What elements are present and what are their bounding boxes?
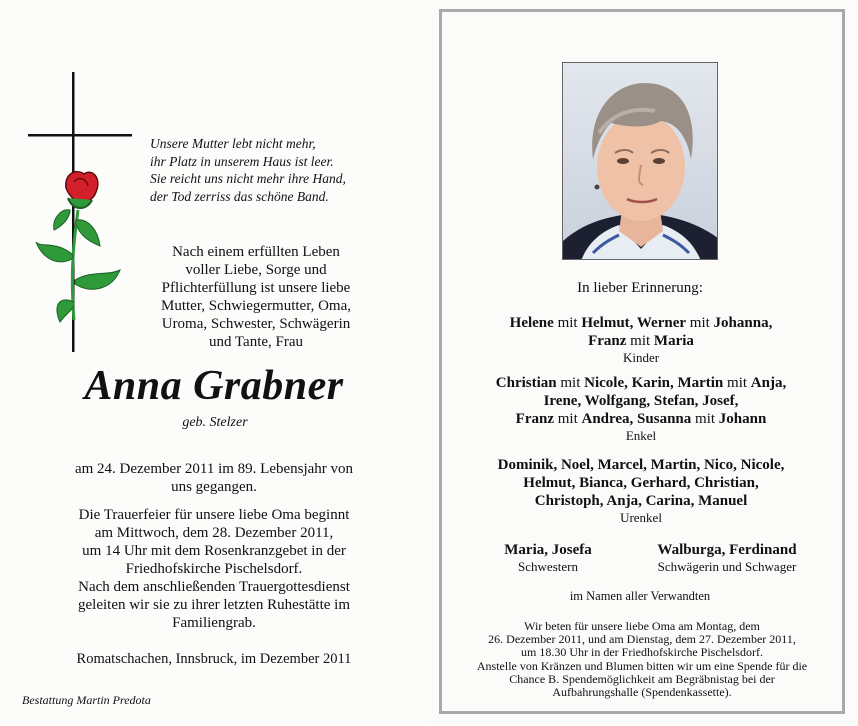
ceremony-line: Friedhofskirche Pischelsdorf. [125, 561, 303, 577]
relation-label: Kinder [622, 350, 660, 365]
intro-line: Nach einem erfüllten Leben [172, 244, 340, 260]
family-names: Franz [588, 333, 627, 349]
undertaker: Bestattung Martin Predota [22, 693, 151, 707]
family-names: Maria [653, 333, 694, 349]
intro-line: voller Liebe, Sorge und [185, 262, 327, 278]
connector-word: mit [553, 315, 582, 331]
relation-label: Schwägerin und Schwager [657, 559, 797, 574]
great-grandchildren-line: Helmut, Bianca, Gerhard, Christian, [523, 475, 759, 491]
cross-with-rose-icon [26, 70, 136, 360]
connector-word: mit [691, 411, 719, 427]
children-line [458, 332, 824, 350]
siblings-group [478, 542, 618, 575]
grandchildren-line [458, 410, 824, 428]
death-line: uns gegangen. [171, 479, 257, 495]
notice-line: Aufbahrungshalle (Spendenkassette). [552, 685, 732, 700]
intro-line: Mutter, Schwiegermutter, Oma, [161, 298, 351, 314]
ceremony-line: am Mittwoch, dem 28. Dezember 2011, [94, 525, 334, 541]
notice-line: Chance B. Spendemöglichkeit am Begräbnistag bei der [509, 671, 775, 686]
grandchildren-group [458, 374, 824, 444]
connector-word: mit [723, 375, 751, 391]
connector-word: mit [626, 333, 654, 349]
death-text [38, 460, 390, 496]
family-names: Maria, Josefa [504, 542, 592, 558]
remembrance-heading: In lieber Erinnerung: [577, 280, 703, 296]
family-names: Nicole, Karin, Martin [584, 375, 724, 391]
ceremony-text [38, 506, 390, 632]
grandchildren-line [458, 374, 824, 392]
family-names: Helmut, Werner [581, 315, 687, 331]
all-relatives: im Namen aller Verwandten [569, 589, 711, 603]
relation-label: Urenkel [620, 510, 662, 525]
great-grandchildren-group [458, 456, 824, 526]
ceremony-line: geleiten wir sie zu ihrer letzten Ruhestätte im [78, 597, 350, 613]
family-names: Anja, [750, 375, 787, 391]
notice-line: um 18.30 Uhr in der Friedhofskirche Pischelsdorf. [521, 645, 763, 660]
intro-line: Pflichterfüllung ist unsere liebe [161, 280, 351, 296]
family-names: Andrea, Susanna [581, 411, 692, 427]
intro-text [128, 243, 384, 351]
poem-line: Sie reicht uns nicht mehr ihre Hand, [150, 171, 346, 186]
family-names: Helene [509, 315, 554, 331]
connector-word: mit [686, 315, 714, 331]
poem-line: Unsere Mutter lebt nicht mehr, [150, 136, 316, 151]
deceased-name: Anna Grabner [84, 363, 344, 409]
portrait-image [563, 63, 718, 260]
birth-name: geb. Stelzer [182, 415, 248, 430]
relation-label: Schwestern [518, 559, 578, 574]
ceremony-line: Nach dem anschließenden Trauergottesdienst [78, 579, 350, 595]
connector-word: mit [556, 375, 585, 391]
connector-word: mit [553, 411, 582, 427]
notice-line: 26. Dezember 2011, und am Dienstag, dem 27. Dezember 2011, [488, 632, 796, 647]
prayer-notice [450, 620, 834, 699]
ceremony-line: Familiengrab. [172, 615, 256, 631]
family-names: Christian [495, 375, 557, 391]
in-laws-group [630, 542, 824, 575]
poem-line: ihr Platz in unserem Haus ist leer. [150, 153, 334, 169]
family-names: Franz [515, 411, 554, 427]
family-names: Johanna, [713, 315, 773, 331]
poem-line: der Tod zerriss das schöne Band. [150, 188, 329, 204]
great-grandchildren-line: Christoph, Anja, Carina, Manuel [534, 493, 748, 509]
family-names: Johann [718, 411, 767, 427]
intro-line: und Tante, Frau [208, 334, 304, 350]
children-line [458, 314, 824, 332]
poem [150, 135, 410, 205]
notice-line: Wir beten für unsere liebe Oma am Montag, dem [524, 619, 760, 633]
children-group [458, 314, 824, 366]
death-line: am 24. Dezember 2011 im 89. Lebensjahr von [74, 461, 354, 477]
ceremony-line: um 14 Uhr mit dem Rosenkranzgebet in der [82, 543, 346, 559]
portrait-photo [562, 62, 718, 260]
intro-line: Uroma, Schwester, Schwägerin [161, 316, 351, 332]
great-grandchildren-line: Dominik, Noel, Marcel, Martin, Nico, Nicole, [497, 457, 785, 473]
grandchildren-line: Irene, Wolfgang, Stefan, Josef, [543, 393, 739, 409]
relation-label: Enkel [625, 428, 657, 443]
notice-line: Anstelle von Kränzen und Blumen bitten wir um eine Spende für die [476, 658, 808, 673]
family-names: Walburga, Ferdinand [657, 542, 797, 558]
place-date: Romatschachen, Innsbruck, im Dezember 2011 [76, 651, 352, 667]
ceremony-line: Die Trauerfeier für unsere liebe Oma beginnt [78, 507, 350, 523]
